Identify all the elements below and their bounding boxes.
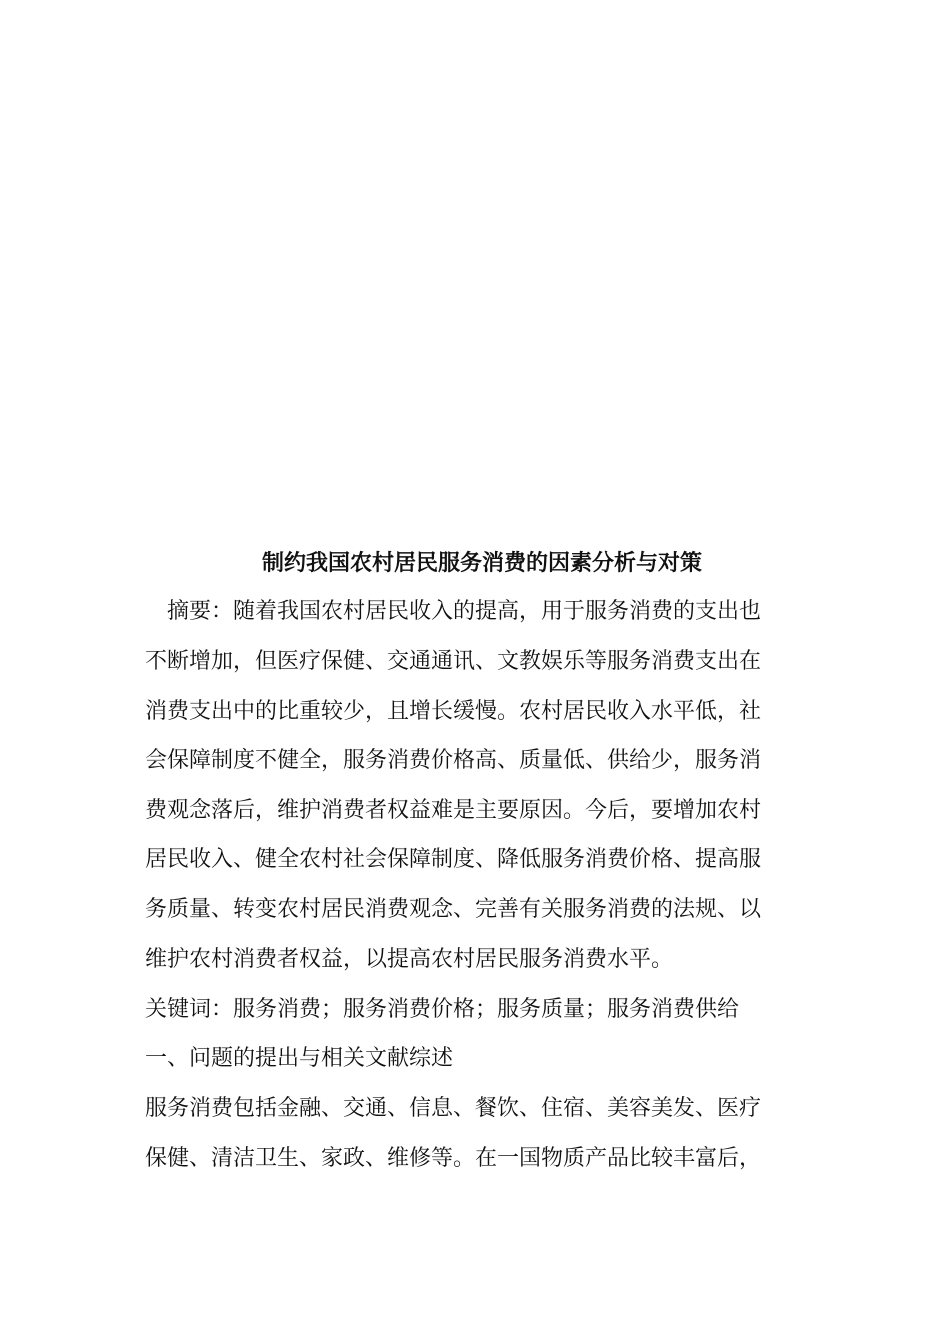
abstract-line-3: 消费支出中的比重较少，且增长缓慢。农村居民收入水平低，社 — [145, 699, 762, 724]
abstract-line-8: 维护农村消费者权益，以提高农村居民服务消费水平。 — [145, 947, 674, 972]
section-heading: 一、问题的提出与相关文献综述 — [145, 1046, 454, 1071]
abstract-line-2: 不断增加，但医疗保健、交通通讯、文教娱乐等服务消费支出在 — [145, 649, 762, 674]
body-line-2: 保健、清洁卫生、家政、维修等。在一国物质产品比较丰富后， — [145, 1146, 762, 1171]
abstract-line-4: 会保障制度不健全，服务消费价格高、质量低、供给少，服务消 — [145, 748, 762, 773]
abstract-line-6: 居民收入、健全农村社会保障制度、降低服务消费价格、提高服 — [145, 847, 762, 872]
keywords-line: 关键词：服务消费；服务消费价格；服务质量；服务消费供给 — [145, 997, 740, 1022]
abstract-line-7: 务质量、转变农村居民消费观念、完善有关服务消费的法规、以 — [145, 897, 762, 922]
abstract-line-1: 摘要：随着我国农村居民收入的提高，用于服务消费的支出也 — [167, 599, 762, 624]
document-title: 制约我国农村居民服务消费的因素分析与对策 — [262, 550, 703, 576]
abstract-line-5: 费观念落后，维护消费者权益难是主要原因。今后，要增加农村 — [145, 798, 762, 823]
body-line-1: 服务消费包括金融、交通、信息、餐饮、住宿、美容美发、医疗 — [145, 1096, 762, 1121]
